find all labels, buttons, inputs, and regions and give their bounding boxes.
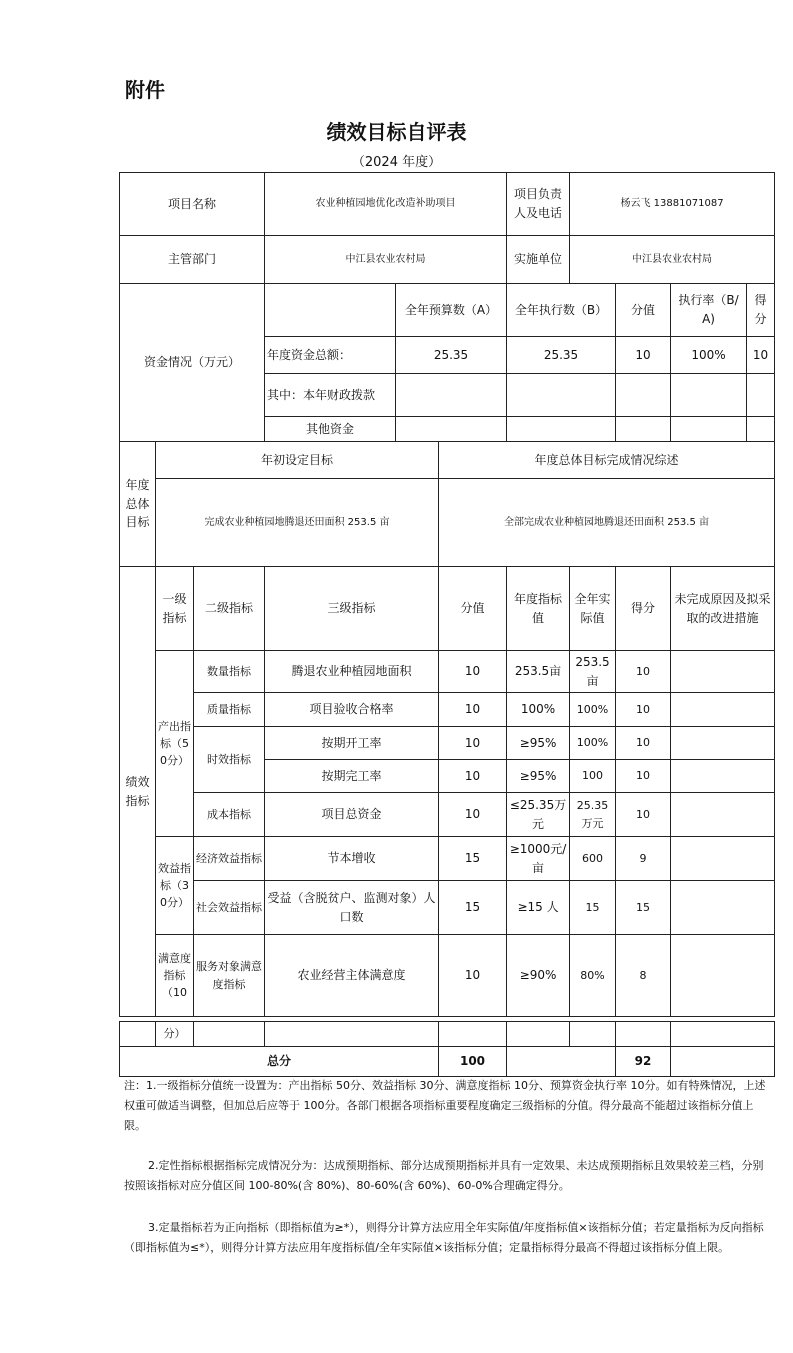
funds-fiscal-exec bbox=[507, 374, 616, 417]
funds-got-header: 得分 bbox=[747, 284, 775, 337]
ind-reason bbox=[671, 760, 775, 793]
funds-score-header: 分值 bbox=[616, 284, 671, 337]
ind-l3: 按期开工率 bbox=[265, 727, 439, 760]
ind-l2: 数量指标 bbox=[194, 651, 265, 693]
ind-l3: 按期完工率 bbox=[265, 760, 439, 793]
ind-actual: 80% bbox=[570, 935, 616, 1017]
ind-got: 8 bbox=[616, 935, 671, 1017]
funds-other-score bbox=[616, 417, 671, 442]
ind-target: ≥90% bbox=[507, 935, 570, 1017]
funds-rate-header: 执行率（B/A) bbox=[671, 284, 747, 337]
ind-actual: 15 bbox=[570, 881, 616, 935]
funds-other-budget bbox=[396, 417, 507, 442]
impl-label: 实施单位 bbox=[507, 236, 570, 284]
project-name: 农业种植园地优化改造补助项目 bbox=[265, 173, 507, 236]
total-blank bbox=[507, 1047, 616, 1077]
funds-fiscal-budget bbox=[396, 374, 507, 417]
note-1: 注：1.一级指标分值统一设置为：产出指标 50分、效益指标 30分、满意度指标 10分、预算资金执行率 10分。如有特殊情况，上述权重可做适当调整，但加总后应等于 100分。各部门根据各项指标重要程度确定三级指标的分值。得分最高不能超过该指标分值上限。 bbox=[124, 1079, 766, 1132]
ind-score: 10 bbox=[439, 693, 507, 727]
cont-blank bbox=[194, 1022, 265, 1047]
ind-actual: 25.35万元 bbox=[570, 793, 616, 837]
ind-got: 10 bbox=[616, 727, 671, 760]
ind-score: 10 bbox=[439, 793, 507, 837]
total-blank bbox=[671, 1047, 775, 1077]
ind-got: 9 bbox=[616, 837, 671, 881]
funds-other-got bbox=[747, 417, 775, 442]
ind-got: 10 bbox=[616, 760, 671, 793]
funds-total-budget: 25.35 bbox=[396, 337, 507, 374]
total-score: 100 bbox=[439, 1047, 507, 1077]
funds-label: 资金情况（万元） bbox=[120, 284, 265, 442]
ind-got-header: 得分 bbox=[616, 567, 671, 651]
ind-reason bbox=[671, 881, 775, 935]
ind-score: 10 bbox=[439, 651, 507, 693]
goals-complete: 全部完成农业种植园地腾退还田面积 253.5 亩 bbox=[439, 479, 775, 567]
ind-target: ≥1000元/亩 bbox=[507, 837, 570, 881]
ind-score: 10 bbox=[439, 727, 507, 760]
ind-score: 15 bbox=[439, 837, 507, 881]
project-leader-label: 项目负责人及电话 bbox=[507, 173, 570, 236]
ind-actual: 100 bbox=[570, 760, 616, 793]
ind-reason bbox=[671, 693, 775, 727]
ind-got: 10 bbox=[616, 793, 671, 837]
total-label: 总分 bbox=[120, 1047, 439, 1077]
goals-complete-header: 年度总体目标完成情况综述 bbox=[439, 442, 775, 479]
impl-value: 中江县农业农村局 bbox=[570, 236, 775, 284]
cont-blank bbox=[120, 1022, 156, 1047]
ind-score: 15 bbox=[439, 881, 507, 935]
funds-other-rate bbox=[671, 417, 747, 442]
ind-l3: 节本增收 bbox=[265, 837, 439, 881]
l1-satisfaction-cont: 分） bbox=[156, 1022, 194, 1047]
page-title: 绩效目标自评表 bbox=[326, 120, 467, 144]
l1-output: 产出指标（50分） bbox=[156, 651, 194, 837]
note-2: 2.定性指标根据指标完成情况分为：达成预期指标、部分达成预期指标并具有一定效果、未达成预期指标且效果较差三档，分别按照该指标对应分值区间 100-80%(含 80%)、80-60%(含 60%)、60-0%合理确定得分。 bbox=[124, 1159, 764, 1192]
indicators-label: 绩效指标 bbox=[120, 567, 156, 1017]
ind-reason bbox=[671, 837, 775, 881]
ind-l3: 项目总资金 bbox=[265, 793, 439, 837]
ind-target: ≥95% bbox=[507, 727, 570, 760]
ind-got: 10 bbox=[616, 651, 671, 693]
ind-l3: 农业经营主体满意度 bbox=[265, 935, 439, 1017]
funds-fiscal-score bbox=[616, 374, 671, 417]
ind-target-header: 年度指标值 bbox=[507, 567, 570, 651]
ind-l1-header: 一级指标 bbox=[156, 567, 194, 651]
ind-got: 10 bbox=[616, 693, 671, 727]
cont-blank bbox=[570, 1022, 616, 1047]
funds-other-label: 其他资金 bbox=[265, 417, 396, 442]
funds-fiscal-got bbox=[747, 374, 775, 417]
funds-budget-header: 全年预算数（A） bbox=[396, 284, 507, 337]
ind-actual: 253.5亩 bbox=[570, 651, 616, 693]
ind-l2: 成本指标 bbox=[194, 793, 265, 837]
ind-target: 100% bbox=[507, 693, 570, 727]
funds-blank bbox=[265, 284, 396, 337]
note-3: 3.定量指标若为正向指标（即指标值为≥*），则得分计算方法应用全年实际值/年度指标值×该指标分值；若定量指标为反向指标（即指标值为≤*），则得分计算方法应用年度指标值/全年实际值×该指标分值；定量指标得分最高不得超过该指标分值上限。 bbox=[124, 1221, 764, 1254]
attachment-label: 附件 bbox=[125, 78, 165, 102]
funds-total-rate: 100% bbox=[671, 337, 747, 374]
ind-reason-header: 未完成原因及拟采取的改进措施 bbox=[671, 567, 775, 651]
ind-actual-header: 全年实际值 bbox=[570, 567, 616, 651]
cont-blank bbox=[265, 1022, 439, 1047]
l1-benefit: 效益指标（30分） bbox=[156, 837, 194, 935]
goals-label: 年度总体目标 bbox=[120, 442, 156, 567]
ind-l2: 经济效益指标 bbox=[194, 837, 265, 881]
ind-l2-header: 二级指标 bbox=[194, 567, 265, 651]
funds-total-got: 10 bbox=[747, 337, 775, 374]
ind-l2: 社会效益指标 bbox=[194, 881, 265, 935]
ind-actual: 600 bbox=[570, 837, 616, 881]
ind-target: ≥15 人 bbox=[507, 881, 570, 935]
ind-l2: 质量指标 bbox=[194, 693, 265, 727]
project-leader: 杨云飞 13881071087 bbox=[570, 173, 775, 236]
ind-target: ≥95% bbox=[507, 760, 570, 793]
project-name-label: 项目名称 bbox=[120, 173, 265, 236]
funds-fiscal-rate bbox=[671, 374, 747, 417]
ind-l3-header: 三级指标 bbox=[265, 567, 439, 651]
ind-got: 15 bbox=[616, 881, 671, 935]
funds-exec-header: 全年执行数（B） bbox=[507, 284, 616, 337]
ind-score-header: 分值 bbox=[439, 567, 507, 651]
l1-satisfaction: 满意度指标（10 bbox=[156, 935, 194, 1017]
year-label: （2024 年度） bbox=[351, 155, 442, 170]
goals-initial-header: 年初设定目标 bbox=[156, 442, 439, 479]
total-table bbox=[119, 1021, 775, 1077]
ind-actual: 100% bbox=[570, 693, 616, 727]
ind-l2: 时效指标 bbox=[194, 727, 265, 793]
ind-reason bbox=[671, 651, 775, 693]
cont-blank bbox=[616, 1022, 671, 1047]
dept-label: 主管部门 bbox=[120, 236, 265, 284]
ind-l3: 受益（含脱贫户、监测对象）人口数 bbox=[265, 881, 439, 935]
funds-total-label: 年度资金总额： bbox=[265, 337, 396, 374]
cont-blank bbox=[507, 1022, 570, 1047]
funds-other-exec bbox=[507, 417, 616, 442]
ind-target: 253.5亩 bbox=[507, 651, 570, 693]
funds-fiscal-label: 其中：本年财政拨款 bbox=[265, 374, 396, 417]
cont-blank bbox=[439, 1022, 507, 1047]
ind-reason bbox=[671, 793, 775, 837]
cont-blank bbox=[671, 1022, 775, 1047]
total-got: 92 bbox=[616, 1047, 671, 1077]
ind-target: ≤25.35万元 bbox=[507, 793, 570, 837]
self-evaluation-table bbox=[119, 172, 775, 1017]
goals-initial: 完成农业种植园地腾退还田面积 253.5 亩 bbox=[156, 479, 439, 567]
ind-score: 10 bbox=[439, 760, 507, 793]
dept-value: 中江县农业农村局 bbox=[265, 236, 507, 284]
ind-reason bbox=[671, 727, 775, 760]
ind-reason bbox=[671, 935, 775, 1017]
ind-l3: 项目验收合格率 bbox=[265, 693, 439, 727]
ind-score: 10 bbox=[439, 935, 507, 1017]
funds-total-exec: 25.35 bbox=[507, 337, 616, 374]
ind-l2: 服务对象满意度指标 bbox=[194, 935, 265, 1017]
ind-actual: 100% bbox=[570, 727, 616, 760]
funds-total-score: 10 bbox=[616, 337, 671, 374]
ind-l3: 腾退农业种植园地面积 bbox=[265, 651, 439, 693]
